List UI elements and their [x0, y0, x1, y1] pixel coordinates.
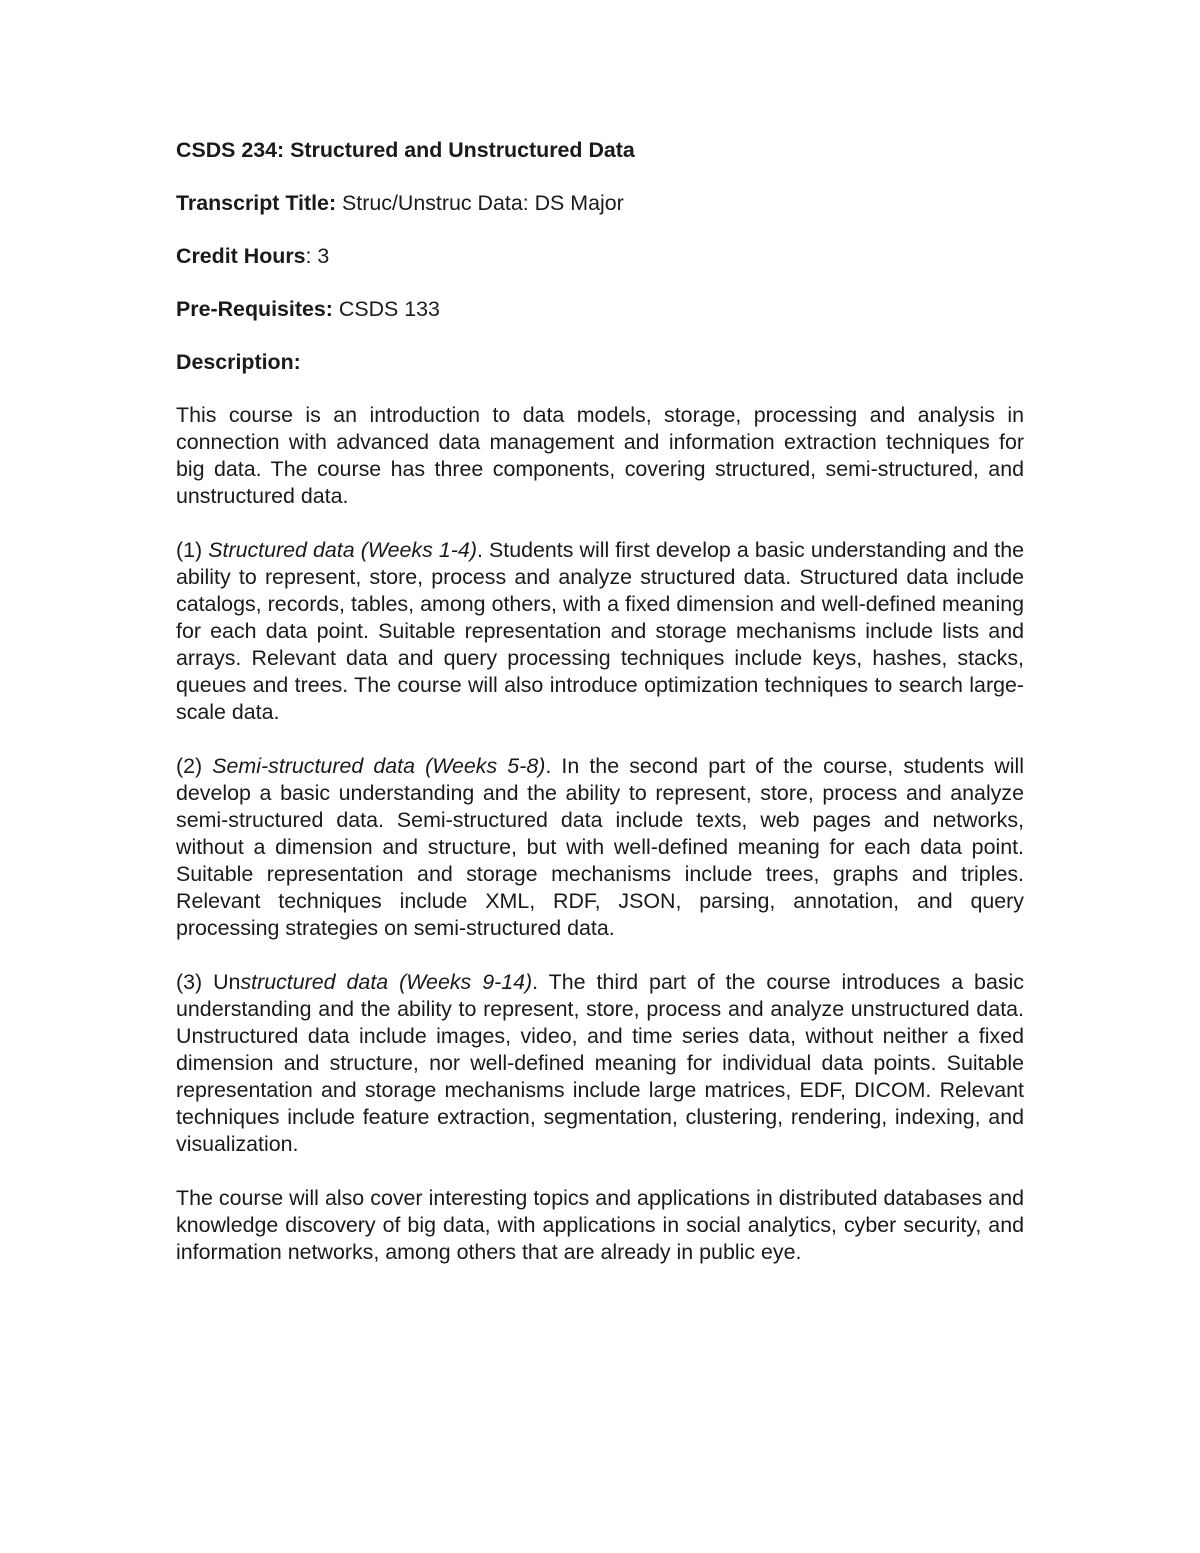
- transcript-title-line: [176, 190, 1024, 217]
- part-3-lead: structured data (Weeks 9-14): [240, 970, 533, 994]
- prerequisites-line: [176, 296, 1024, 323]
- transcript-title-label: Transcript Title:: [176, 191, 337, 215]
- course-title: CSDS 234: Structured and Unstructured Data: [176, 138, 635, 162]
- prerequisites-label: Pre-Requisites:: [176, 297, 333, 321]
- description-heading-line: [176, 349, 1024, 376]
- description-part-2: [176, 753, 1024, 942]
- prerequisites-value: CSDS 133: [332, 297, 440, 321]
- part-2-number: (2): [176, 754, 213, 778]
- credit-hours-line: [176, 243, 1024, 270]
- credit-hours-value: : 3: [305, 244, 330, 268]
- description-closing: The course will also cover interesting topics and applications in distributed databases and knowledge discovery of big data, with applications in social analytics, cyber security, and information networks, among others that are already in public eye.: [176, 1186, 1024, 1264]
- part-2-lead: Semi-structured data (Weeks 5-8): [212, 754, 546, 778]
- part-2-text: . In the second part of the course, students will develop a basic understanding and the ability to represent, store, process and analyze semi-structured data. Semi-structured data include texts, web pages and networks, without a dimension and structure, but with well-defined meaning for each data point. Suitable representation and storage mechanisms include trees, graphs and triples. Relevant techniques include XML, RDF, JSON, parsing, annotation, and query processing strategies on semi-structured data.: [176, 754, 1025, 940]
- part-3-number: (3) Un: [176, 970, 241, 994]
- part-1-lead: Structured data (Weeks 1-4): [208, 538, 477, 562]
- credit-hours-label: Credit Hours: [176, 244, 306, 268]
- transcript-title-value: Struc/Unstruc Data: DS Major: [336, 191, 624, 215]
- document-page: [176, 137, 1024, 1293]
- description-label: Description:: [176, 350, 301, 374]
- part-3-text: . The third part of the course introduces a basic understanding and the ability to represent, store, process and analyze unstructured data. Unstructured data include images, video, and time series data, without neither a fixed dimension and structure, nor well-defined meaning for individual data points. Suitable representation and storage mechanisms include large matrices, EDF, DICOM. Relevant techniques include feature extraction, segmentation, clustering, rendering, indexing, and visualization.: [176, 970, 1024, 1156]
- course-title-line: [176, 137, 1024, 164]
- description-intro: This course is an introduction to data models, storage, processing and analysis in connection with advanced data management and information extraction techniques for big data. The course has three components, covering structured, semi-structured, and unstructured data.: [176, 403, 1024, 508]
- part-1-number: (1): [176, 538, 209, 562]
- description-part-3: [176, 969, 1024, 1158]
- description-part-1: [176, 537, 1024, 726]
- part-1-text: . Students will first develop a basic understanding and the ability to represent, store, process and analyze structured data. Structured data include catalogs, records, tables, among others, with a fixed dimension and well-defined meaning for each data point. Suitable representation and storage mechanisms include lists and arrays. Relevant data and query processing techniques include keys, hashes, stacks, queues and trees. The course will also introduce optimization techniques to search large-scale data.: [176, 538, 1025, 724]
